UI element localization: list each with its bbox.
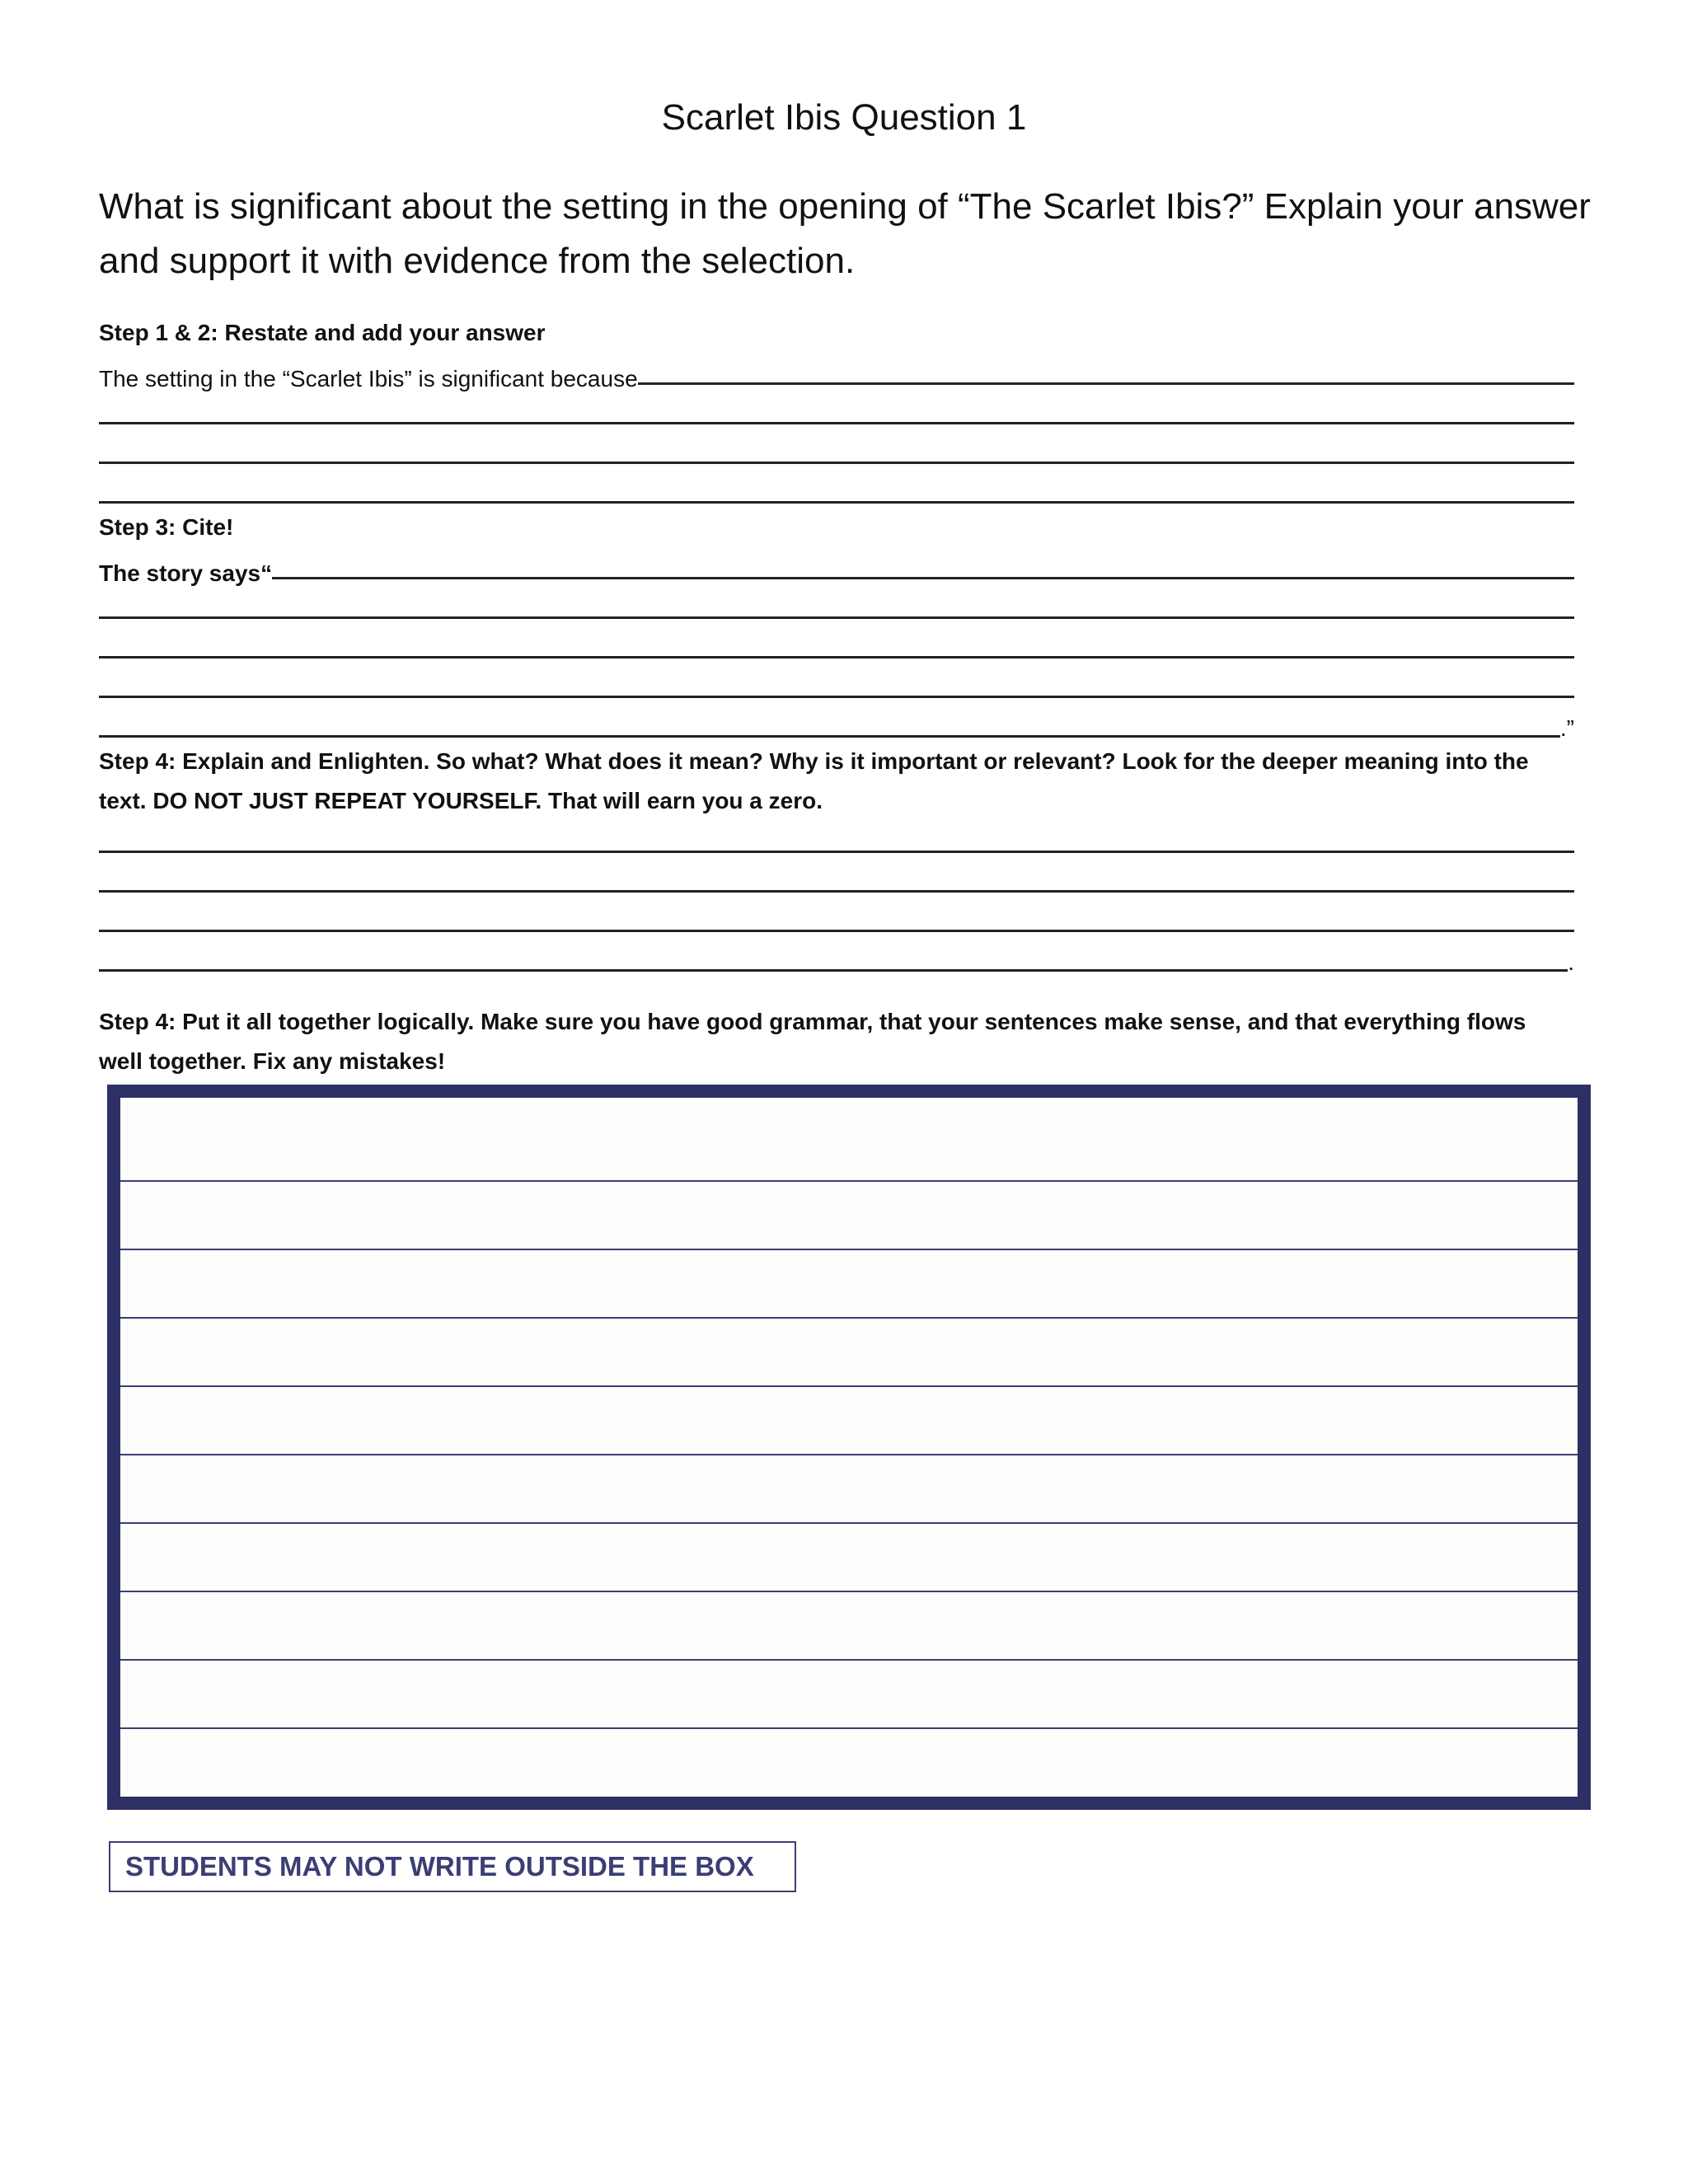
answer-line[interactable]: [99, 392, 1574, 432]
closing-quote: .”: [1559, 715, 1574, 741]
box-writing-line: [120, 1659, 1578, 1661]
explain-line[interactable]: [99, 860, 1574, 900]
question-prompt: What is significant about the setting in the opening of “The Scarlet Ibis?” Explain your answer and support it with evidence from the selection.: [99, 186, 1591, 281]
box-writing-line: [120, 1180, 1578, 1182]
step-3-section: [99, 508, 1574, 745]
step-3-lead: The story says“: [99, 560, 273, 586]
step-1-2-lead: The setting in the “Scarlet Ibis” is significant because: [99, 366, 638, 391]
citation-line[interactable]: [99, 626, 1574, 666]
box-writing-line: [120, 1727, 1578, 1729]
citation-line[interactable]: [99, 705, 1574, 745]
step-1-2-first-line[interactable]: [99, 353, 1574, 392]
explain-line[interactable]: [99, 940, 1574, 979]
box-writing-line: [120, 1249, 1578, 1250]
citation-line[interactable]: [99, 666, 1574, 705]
answer-blank[interactable]: [638, 382, 1574, 385]
box-writing-line: [120, 1591, 1578, 1592]
box-writing-line: [120, 1317, 1578, 1319]
step-4-together-section: [99, 1002, 1574, 1081]
page-title: Scarlet Ibis Question 1: [661, 97, 1027, 138]
step-1-2-section: [99, 313, 1574, 511]
answer-line[interactable]: [99, 432, 1574, 471]
explain-line[interactable]: [99, 821, 1574, 860]
citation-blank[interactable]: [272, 577, 1574, 579]
step-4-explain-section: [99, 742, 1574, 979]
step-4-explain-heading: Step 4: Explain and Enlighten. So what? What does it mean? Why is it important or relevant? Look for the deeper meaning into the text. DO NOT JUST REPEAT YOURSELF. That will earn you a zero.: [99, 748, 1529, 813]
step-4-together-heading: Step 4: Put it all together logically. Make sure you have good grammar, that your sentences make sense, and that everything flows well together. Fix any mistakes!: [99, 1009, 1526, 1074]
final-answer-box[interactable]: [107, 1085, 1591, 1810]
step-3-first-line[interactable]: [99, 547, 1574, 587]
write-inside-box-warning: STUDENTS MAY NOT WRITE OUTSIDE THE BOX: [109, 1841, 796, 1892]
box-writing-line: [120, 1522, 1578, 1524]
box-writing-line: [120, 1454, 1578, 1455]
citation-line[interactable]: [99, 587, 1574, 626]
step-3-heading: Step 3: Cite!: [99, 514, 234, 540]
box-writing-line: [120, 1385, 1578, 1387]
explain-line[interactable]: [99, 900, 1574, 940]
step-1-2-heading: Step 1 & 2: Restate and add your answer: [99, 320, 546, 345]
answer-line[interactable]: [99, 471, 1574, 511]
end-period: .: [1568, 949, 1574, 975]
